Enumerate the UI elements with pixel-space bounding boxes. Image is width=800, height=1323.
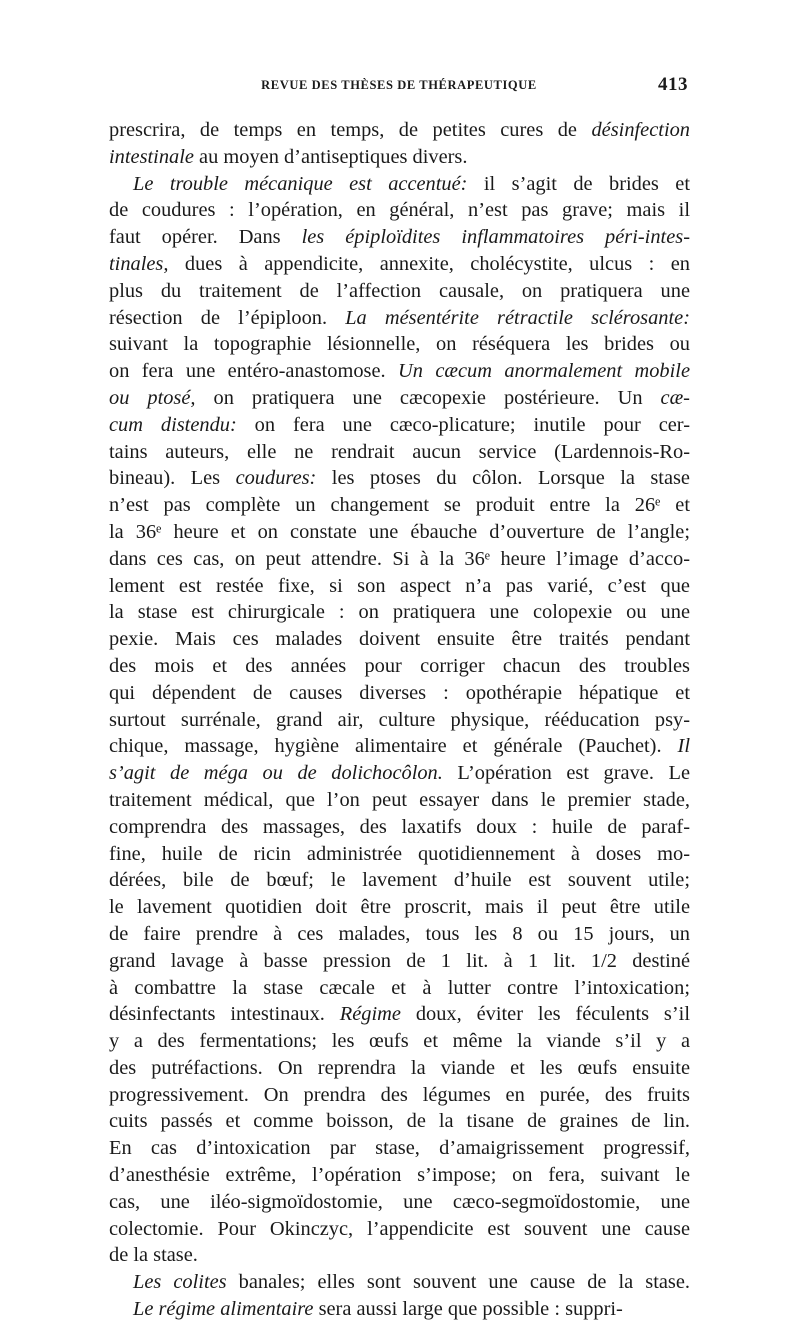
- text-run: cas, une iléo-sigmoïdostomie, une cæco-segmoïdostomie, une: [109, 1190, 690, 1213]
- text-run: surtout surrénale, grand air, culture physique, rééducation psy-: [109, 708, 690, 731]
- italic-text-run: s’agit de méga ou de dolichocôlon.: [109, 762, 443, 785]
- italic-text-run: les épiploïdites inflammatoires péri-intes-: [301, 226, 690, 249]
- text-run: le lavement quotidien doit être proscrit, mais il peut être utile: [109, 896, 690, 919]
- text-run: de coudures : l’opération, en général, n’est pas grave; mais il: [109, 199, 690, 222]
- text-line: [109, 117, 690, 144]
- italic-text-run: désinfection: [591, 119, 690, 141]
- text-line: [109, 439, 690, 466]
- text-line: [109, 814, 690, 841]
- text-line: [109, 975, 690, 1002]
- text-run: les ptoses du côlon. Lorsque la stase: [316, 467, 690, 490]
- text-run: la 36ᵉ heure et on constate une ébauche d’ouverture de l’angle;: [109, 520, 690, 543]
- text-run: désinfectants intestinaux.: [109, 1003, 340, 1026]
- text-run: faut opérer. Dans: [109, 226, 302, 249]
- text-line: [109, 492, 690, 519]
- text-run: fine, huile de ricin administrée quotidiennement à doses mo-: [109, 842, 690, 865]
- italic-text-run: coudures:: [235, 467, 317, 490]
- text-run: progressivement. On prendra des légumes en purée, des fruits: [109, 1083, 690, 1106]
- text-line: [109, 1296, 690, 1323]
- text-run: dérées, bile de bœuf; le lavement d’huile est souvent utile;: [109, 869, 690, 892]
- italic-text-run: Le régime alimentaire: [133, 1298, 314, 1321]
- text-run: au moyen d’antiseptiques divers.: [193, 145, 468, 168]
- text-run: plus du traitement de l’affection causale, on pratiquera une: [109, 279, 690, 302]
- text-line: [109, 707, 690, 734]
- text-run: d’anesthésie extrême, l’opération s’impose; on fera, suivant le: [109, 1164, 690, 1187]
- text-line: [109, 358, 690, 385]
- text-line: [109, 251, 690, 278]
- text-run: on fera une entéro-anastomose.: [109, 360, 399, 383]
- text-line: [109, 733, 690, 760]
- italic-text-run: cum distendu:: [109, 413, 237, 436]
- text-run: En cas d’intoxication par stase, d’amaigrissement progressif,: [109, 1137, 690, 1160]
- text-run: pexie. Mais ces malades doivent ensuite être traités pendant: [109, 628, 690, 651]
- text-run: des putréfactions. On reprendra la viande et les œufs ensuite: [109, 1056, 690, 1079]
- text-run: n’est pas complète un changement se produit entre la 26ᵉ et: [109, 494, 690, 517]
- text-run: banales; elles sont souvent une cause de la stase.: [226, 1271, 690, 1294]
- text-run: grand lavage à basse pression de 1 lit. à 1 lit. 1/2 destiné: [109, 949, 690, 972]
- text-run: suivant la topographie lésionnelle, on réséquera les brides ou: [109, 333, 690, 356]
- text-line: [109, 224, 690, 251]
- italic-text-run: Les colites: [133, 1271, 227, 1294]
- text-line: [109, 599, 690, 626]
- text-run: comprendra des massages, des laxatifs doux : huile de paraf-: [109, 815, 690, 838]
- text-run: y a des fermentations; les œufs et même la viande s’il y a: [109, 1030, 690, 1053]
- text-line: [109, 1055, 690, 1082]
- text-line: [109, 519, 690, 546]
- text-run: résection de l’épiploon.: [109, 306, 346, 329]
- text-line: [109, 894, 690, 921]
- text-line: [109, 278, 690, 305]
- text-run: L’opération est grave. Le: [442, 762, 691, 785]
- text-line: [109, 1108, 690, 1135]
- italic-text-run: Il: [677, 735, 690, 758]
- text-line: [109, 948, 690, 975]
- text-line: [109, 144, 690, 171]
- text-line: [109, 465, 690, 492]
- text-run: à combattre la stase cæcale et à lutter contre l’intoxication;: [109, 976, 690, 999]
- text-line: [109, 1216, 690, 1243]
- text-line: [109, 331, 690, 358]
- text-run: de faire prendre à ces malades, tous les 8 ou 15 jours, un: [109, 922, 690, 945]
- text-line: [109, 787, 690, 814]
- text-line: [109, 1189, 690, 1216]
- italic-text-run: Régime: [339, 1003, 401, 1026]
- text-run: cuits passés et comme boisson, de la tisane de graines de lin.: [109, 1110, 690, 1133]
- text-line: [109, 1242, 690, 1269]
- text-line: [109, 653, 690, 680]
- italic-text-run: ou ptosé,: [109, 386, 196, 409]
- text-run: colectomie. Pour Okinczyc, l’appendicite est souvent une cause: [109, 1217, 690, 1240]
- text-run: qui dépendent de causes diverses : opothérapie hépatique et: [109, 681, 690, 704]
- text-line: [109, 626, 690, 653]
- body-text: [109, 117, 690, 1323]
- text-line: [109, 1269, 690, 1296]
- page-number: 413: [658, 74, 688, 95]
- text-run: bineau). Les: [109, 467, 236, 490]
- text-run: prescrira, de temps en temps, de petites cures de: [109, 119, 592, 141]
- text-line: [109, 1001, 690, 1028]
- text-line: [109, 546, 690, 573]
- text-run: de la stase.: [109, 1244, 198, 1267]
- italic-text-run: Un cæcum anormalement mobile: [398, 360, 690, 383]
- text-run: dans ces cas, on peut attendre. Si à la 36ᵉ heure l’image d’acco-: [109, 547, 690, 570]
- text-run: dues à appendicite, annexite, cholécystite, ulcus : en: [168, 252, 690, 275]
- text-run: il s’agit de brides et: [467, 172, 690, 195]
- text-line: [109, 867, 690, 894]
- text-line: [109, 680, 690, 707]
- italic-text-run: tinales,: [109, 252, 169, 275]
- text-line: [109, 1135, 690, 1162]
- page-header: [110, 74, 688, 100]
- text-line: [109, 1162, 690, 1189]
- italic-text-run: intestinale: [109, 145, 194, 168]
- text-run: sera aussi large que possible : suppri-: [313, 1298, 623, 1321]
- text-line: [109, 760, 690, 787]
- italic-text-run: Le trouble mécanique est accentué:: [133, 172, 468, 195]
- text-line: [109, 921, 690, 948]
- text-line: [109, 1082, 690, 1109]
- text-line: [109, 385, 690, 412]
- text-line: [109, 171, 690, 198]
- text-run: tains auteurs, elle ne rendrait aucun service (Lardennois-Ro-: [109, 440, 690, 463]
- text-line: [109, 573, 690, 600]
- text-line: [109, 197, 690, 224]
- text-line: [109, 841, 690, 868]
- text-run: lement est restée fixe, si son aspect n’a pas varié, c’est que: [109, 574, 690, 597]
- text-run: la stase est chirurgicale : on pratiquera une colopexie ou une: [109, 601, 690, 624]
- italic-text-run: La mésentérite rétractile sclérosante:: [345, 306, 690, 329]
- text-line: [109, 1028, 690, 1055]
- text-run: on pratiquera une cæcopexie postérieure. Un: [195, 386, 661, 409]
- text-run: on fera une cæco-plicature; inutile pour cer-: [236, 413, 690, 436]
- text-run: des mois et des années pour corriger chacun des troubles: [109, 654, 690, 677]
- italic-text-run: cæ-: [660, 386, 690, 409]
- running-title: REVUE DES THÈSES DE THÉRAPEUTIQUE: [261, 78, 537, 92]
- text-run: doux, éviter les féculents s’il: [400, 1003, 690, 1026]
- text-run: traitement médical, que l’on peut essayer dans le premier stade,: [109, 788, 690, 811]
- text-line: [109, 305, 690, 332]
- text-run: chique, massage, hygiène alimentaire et générale (Pauchet).: [109, 735, 678, 758]
- text-line: [109, 412, 690, 439]
